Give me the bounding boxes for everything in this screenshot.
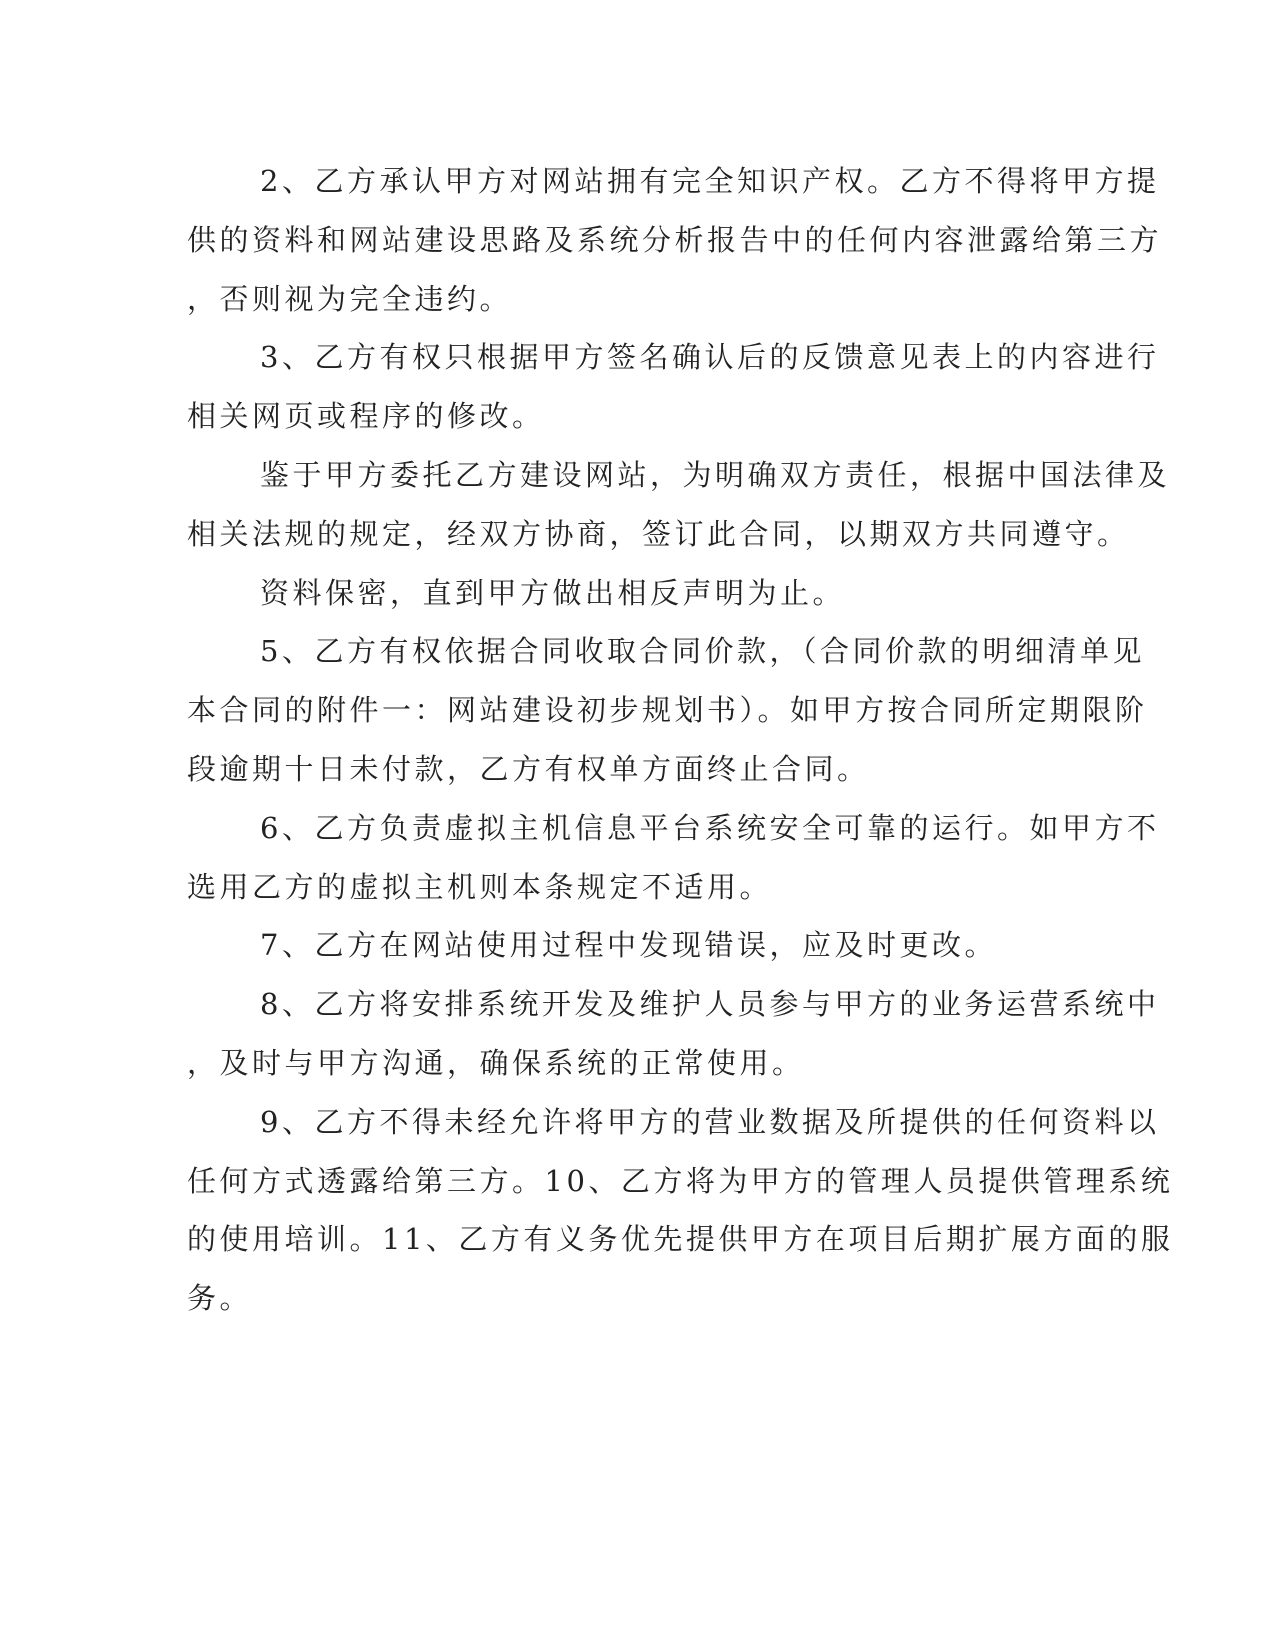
preamble-line-1: 鉴于甲方委托乙方建设网站，为明确双方责任，根据中国法律及 — [260, 458, 1171, 492]
clause-9-line-1: 9、乙方不得未经允许将甲方的营业数据及所提供的任何资料以 — [260, 1105, 1160, 1139]
clause-6-line-2: 选用乙方的虚拟主机则本条规定不适用。 — [187, 870, 773, 904]
clause-2-line-1: 2、乙方承认甲方对网站拥有完全知识产权。乙方不得将甲方提 — [260, 164, 1160, 198]
clause-5-line-3: 段逾期十日未付款，乙方有权单方面终止合同。 — [187, 752, 870, 786]
preamble-line-2: 相关法规的规定，经双方协商，签订此合同，以期双方共同遵守。 — [187, 517, 1130, 551]
confidentiality-line: 资料保密，直到甲方做出相反声明为止。 — [260, 576, 846, 610]
clause-8-line-2: ，及时与甲方沟通，确保系统的正常使用。 — [187, 1046, 805, 1080]
clause-9-line-2: 任何方式透露给第三方。10、乙方将为甲方的管理人员提供管理系统 — [187, 1164, 1174, 1198]
clause-3-line-1: 3、乙方有权只根据甲方签名确认后的反馈意见表上的内容进行 — [260, 340, 1160, 374]
clause-2-line-2: 供的资料和网站建设思路及系统分析报告中的任何内容泄露给第三方 — [187, 223, 1163, 257]
clause-6-line-1: 6、乙方负责虚拟主机信息平台系统安全可靠的运行。如甲方不 — [260, 811, 1160, 845]
clause-7-line-1: 7、乙方在网站使用过程中发现错误，应及时更改。 — [260, 928, 997, 962]
clause-8-line-1: 8、乙方将安排系统开发及维护人员参与甲方的业务运营系统中 — [260, 987, 1160, 1021]
clause-9-line-4: 务。 — [187, 1281, 253, 1315]
clause-3-line-2: 相关网页或程序的修改。 — [187, 399, 545, 433]
clause-2-line-3: ，否则视为完全违约。 — [187, 282, 513, 316]
clause-5-line-2: 本合同的附件一：网站建设初步规划书）。如甲方按合同所定期限阶 — [187, 693, 1148, 727]
clause-5-line-1: 5、乙方有权依据合同收取合同价款，（合同价款的明细清单见 — [260, 634, 1145, 668]
clause-9-line-3: 的使用培训。11、乙方有义务优先提供甲方在项目后期扩展方面的服 — [187, 1222, 1174, 1256]
